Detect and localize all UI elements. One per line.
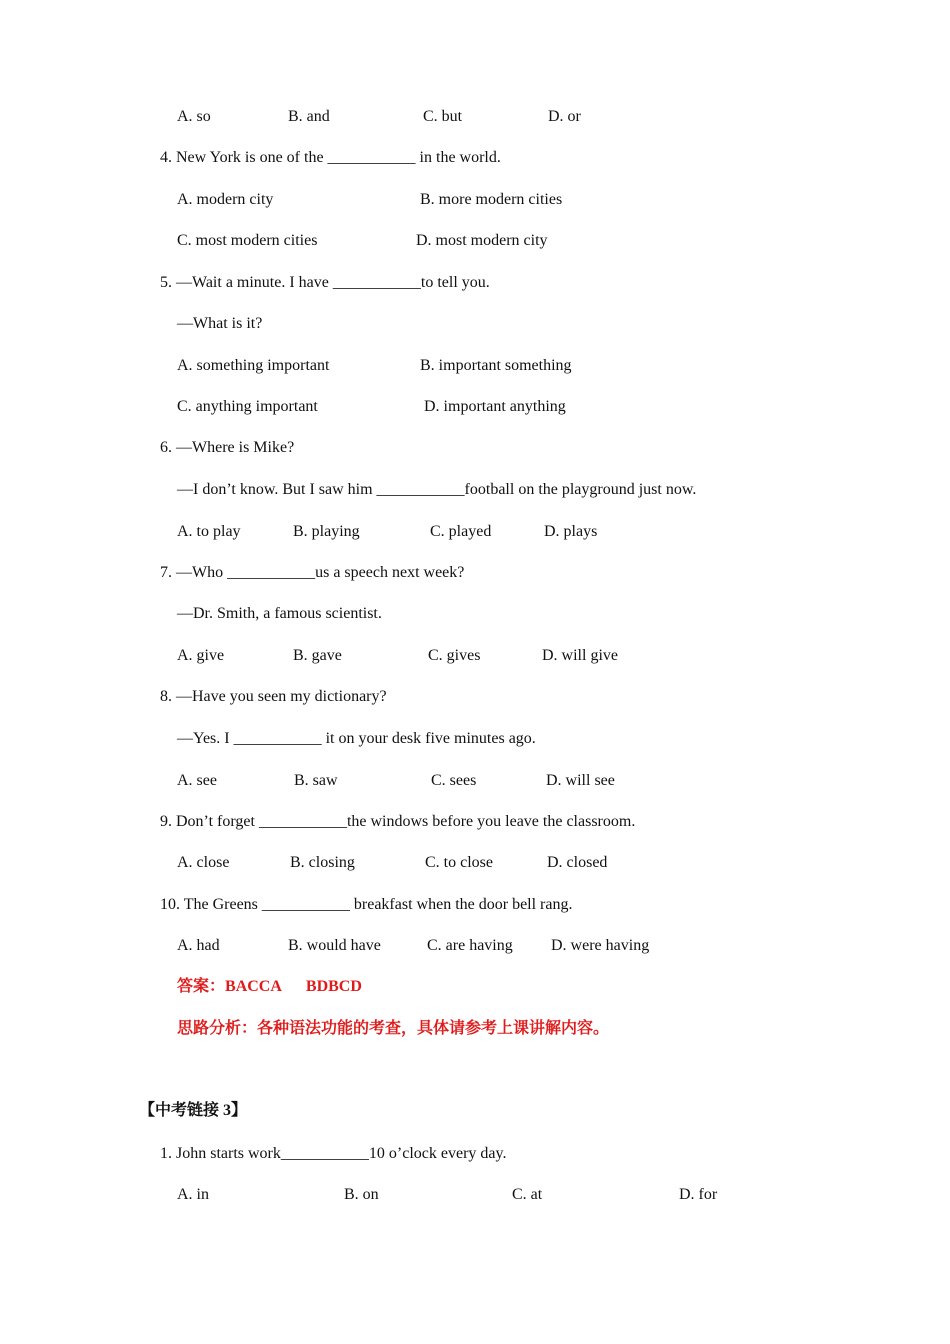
- link-q1-option-d: D. for: [679, 1186, 718, 1203]
- q6-stem: 6. —Where is Mike?: [160, 439, 295, 456]
- analysis-text: 思路分析：各种语法功能的考查，具体请参考上课讲解内容。: [177, 1020, 610, 1037]
- q5-option-a: A. something important: [177, 357, 330, 374]
- q7-option-d: D. will give: [542, 647, 618, 664]
- q3-option-a: A. so: [177, 108, 211, 125]
- q7-option-a: A. give: [177, 647, 225, 664]
- q4-option-b: B. more modern cities: [420, 191, 563, 208]
- q8-option-b: B. saw: [294, 772, 338, 789]
- q7-option-b: B. gave: [293, 647, 342, 664]
- q7-option-c: C. gives: [428, 647, 481, 664]
- q3-option-c: C. but: [423, 108, 463, 125]
- q8-option-d: D. will see: [546, 772, 615, 789]
- q6-option-d: D. plays: [544, 523, 598, 540]
- q6-reply: —I don’t know. But I saw him ___________football on the playground just now.: [177, 481, 697, 498]
- answer-label: 答案：: [177, 978, 226, 995]
- q9-option-c: C. to close: [425, 854, 493, 871]
- q4-option-a: A. modern city: [177, 191, 274, 208]
- answer-part2: BDBCD: [305, 978, 362, 995]
- q3-option-d: D. or: [548, 108, 581, 125]
- q5-option-b: B. important something: [420, 357, 572, 374]
- link-q1-option-a: A. in: [177, 1186, 209, 1203]
- q4-option-d: D. most modern city: [416, 232, 548, 249]
- q8-stem: 8. —Have you seen my dictionary?: [160, 688, 387, 705]
- answer-part1: BACCA: [225, 978, 282, 995]
- q6-option-c: C. played: [430, 523, 492, 540]
- q9-option-b: B. closing: [290, 854, 355, 871]
- q6-option-b: B. playing: [293, 523, 360, 540]
- link-q1-option-b: B. on: [344, 1186, 379, 1203]
- q4-option-c: C. most modern cities: [177, 232, 318, 249]
- q8-reply: —Yes. I ___________ it on your desk five minutes ago.: [177, 730, 536, 747]
- answer-line: [177, 977, 362, 997]
- q7-stem: 7. —Who ___________us a speech next week?: [160, 564, 465, 581]
- q10-option-d: D. were having: [551, 937, 650, 954]
- link-q1-stem: 1. John starts work___________10 o’clock every day.: [160, 1145, 507, 1162]
- q4-stem: 4. New York is one of the ___________ in the world.: [160, 149, 501, 166]
- q10-option-a: A. had: [177, 937, 220, 954]
- q8-option-c: C. sees: [431, 772, 477, 789]
- q5-stem: 5. —Wait a minute. I have ___________to tell you.: [160, 274, 490, 291]
- q3-option-b: B. and: [288, 108, 330, 125]
- q9-option-a: A. close: [177, 854, 230, 871]
- q8-option-a: A. see: [177, 772, 217, 789]
- section-title: 【中考链接 3】: [139, 1102, 248, 1119]
- q5-reply: —What is it?: [177, 315, 263, 332]
- q10-option-b: B. would have: [288, 937, 381, 954]
- q10-option-c: C. are having: [427, 937, 513, 954]
- q10-stem: 10. The Greens ___________ breakfast when the door bell rang.: [160, 896, 573, 913]
- q7-reply: —Dr. Smith, a famous scientist.: [177, 605, 382, 622]
- q5-option-d: D. important anything: [424, 398, 566, 415]
- q9-option-d: D. closed: [547, 854, 608, 871]
- link-q1-option-c: C. at: [512, 1186, 543, 1203]
- q6-option-a: A. to play: [177, 523, 241, 540]
- q5-option-c: C. anything important: [177, 398, 318, 415]
- q9-stem: 9. Don’t forget ___________the windows before you leave the classroom.: [160, 813, 636, 830]
